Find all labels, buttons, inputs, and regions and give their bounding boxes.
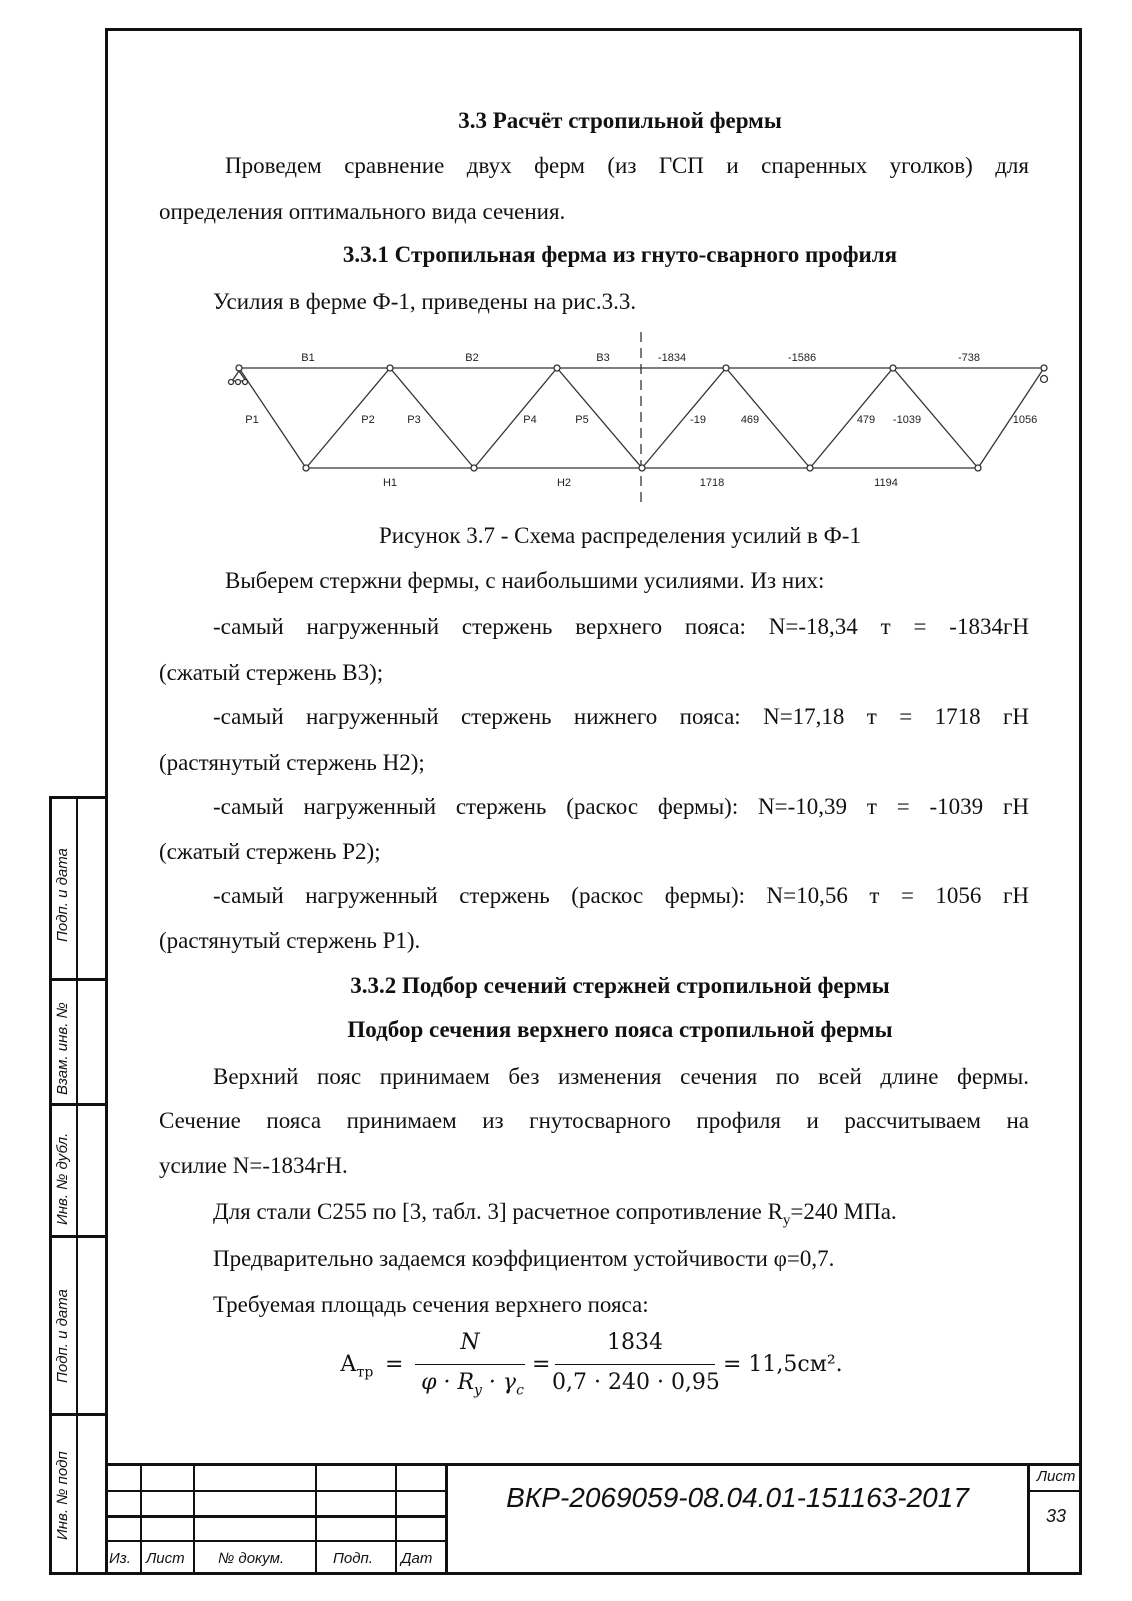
label-B2: В2 [465,352,479,364]
chord-line1: Верхний пояс принимаем без изменения сечения по всей длине фермы. [213,1064,1029,1089]
node-circle [807,465,813,471]
force-top-2: -1586 [787,352,817,364]
label-H1: Н1 [382,477,398,489]
item3-line1: -самый нагруженный стержень (раскос фермы): N=-10,39 т = -1039 гН [213,794,1029,819]
label-P5: Р5 [575,414,589,426]
force-diag-5: 1056 [1012,414,1038,426]
item1-line2: (сжатый стержень В3); [159,660,384,685]
label-P4: Р4 [523,414,537,426]
select-intro: Выберем стержни фермы, с наибольшими усилиями. Из них: [225,568,825,593]
stamp-col-doc: № докум. [218,1550,285,1567]
section-heading-3-3-1: 3.3.1 Стропильная ферма из гнуто-сварного профиля [342,242,898,267]
node-circle [890,365,896,371]
force-bottom-1: 1718 [699,477,725,489]
side-stamp-separator [49,1413,105,1416]
label-B3: В3 [596,352,610,364]
node-circle [1041,365,1047,371]
side-label-replace-inv: Взам. инв. № [54,1002,71,1095]
force-diag-4: -1039 [892,414,922,426]
side-label-sign-date-2: Подп. и дата [54,1289,71,1383]
chord-line2: Сечение пояса принимаем из гнутосварного профиля и рассчитываем на [159,1108,1029,1133]
stamp-sheet-divider [1027,1490,1082,1492]
label-P3: Р3 [407,414,421,426]
node-circle [639,465,645,471]
stamp-col-line [445,1463,448,1573]
stamp-col-line [193,1463,195,1573]
stamp-top-border [105,1463,1082,1466]
stamp-col-line [140,1463,142,1573]
item2-line1: -самый нагруженный стержень нижнего пояса: N=17,18 т = 1718 гН [213,704,1029,729]
node-circle [723,365,729,371]
diagonal-line [557,368,642,468]
area-line: Требуемая площадь сечения верхнего пояса: [213,1292,649,1317]
stamp-col-list: Лист [146,1550,185,1567]
side-label-sign-date: Подп. и дата [54,848,71,942]
diagonal-line [474,368,557,468]
diagonal-line [726,368,810,468]
node-circle [387,365,393,371]
truss-diagram [0,330,1132,505]
figure-caption: Рисунок 3.7 - Схема распределения усилий в Ф-1 [379,523,861,548]
node-circle [554,365,560,371]
phi-line: Предварительно задаемся коэффициентом устойчивости φ=0,7. [213,1246,835,1271]
force-top-3: -738 [957,352,981,364]
force-diag-2: 469 [740,414,760,426]
node-circle [471,465,477,471]
item4-line2: (растянутый стержень Р1). [159,928,421,953]
support-roller [243,380,248,385]
sheet-number: 33 [1045,1506,1067,1526]
section-heading-3-3-2: 3.3.2 Подбор сечений стержней стропильной фермы [350,973,890,998]
label-P1: Р1 [245,414,259,426]
support-roller [236,380,241,385]
intro-paragraph-line2: определения оптимального вида сечения. [159,199,566,224]
stamp-row-line [105,1490,445,1492]
stamp-col-iz: Из. [109,1550,131,1567]
section-heading-3-3: 3.3 Расчёт стропильной фермы [458,108,782,133]
label-H2: Н2 [556,477,572,489]
diagonal-line [390,368,474,468]
diagonal-line [306,368,390,468]
force-diag-1: -19 [690,414,706,426]
support-roller [229,380,234,385]
side-stamp-separator [49,1235,105,1238]
force-diag-3: 479 [856,414,876,426]
force-top-1: -1834 [657,352,687,364]
stamp-col-dat: Дат [401,1550,433,1567]
side-stamp-divider [76,796,78,1575]
stamp-col-line [395,1463,397,1573]
document-code: ВКР-2069059-08.04.01-151163-2017 [506,1482,969,1513]
node-circle [975,465,981,471]
diagonal-line [642,368,726,468]
steel-resistance-line: Для стали С255 по [3, табл. 3] расчетное сопротивление $R_y=240$ МПа. [213,1199,897,1229]
side-stamp-separator [49,1103,105,1106]
node-circle [303,465,309,471]
label-B1: В1 [301,352,315,364]
item4-line1: -самый нагруженный стержень (раскос фермы): N=10,56 т = 1056 гН [213,883,1029,908]
side-label-dup-inv: Инв. № дубл. [54,1132,71,1225]
side-label-orig-inv: Инв. № подп [54,1451,71,1540]
force-bottom-2: 1194 [874,477,898,489]
stamp-col-podp: Подп. [333,1550,373,1567]
diagonal-line [810,368,893,468]
subheading-upper-chord: Подбор сечения верхнего пояса стропильной фермы [347,1017,893,1042]
chord-line3: усилие N=-1834гН. [159,1153,348,1178]
sheet-label: Лист [1036,1468,1076,1485]
intro-paragraph-line1: Проведем сравнение двух ферм (из ГСП и спаренных уголков) для [225,153,1029,178]
item3-line2: (сжатый стержень Р2); [159,839,381,864]
stamp-row-line [105,1515,445,1518]
item2-line2: (растянутый стержень Н2); [159,750,425,775]
stamp-row-line [105,1540,445,1542]
roller-support-right [1041,376,1048,383]
item1-line1: -самый нагруженный стержень верхнего пояса: N=-18,34 т = -1834гН [213,614,1029,639]
label-P2: Р2 [361,414,375,426]
forces-reference: Усилия в ферме Ф-1, приведены на рис.3.3. [213,289,637,314]
stamp-col-line [315,1463,317,1573]
